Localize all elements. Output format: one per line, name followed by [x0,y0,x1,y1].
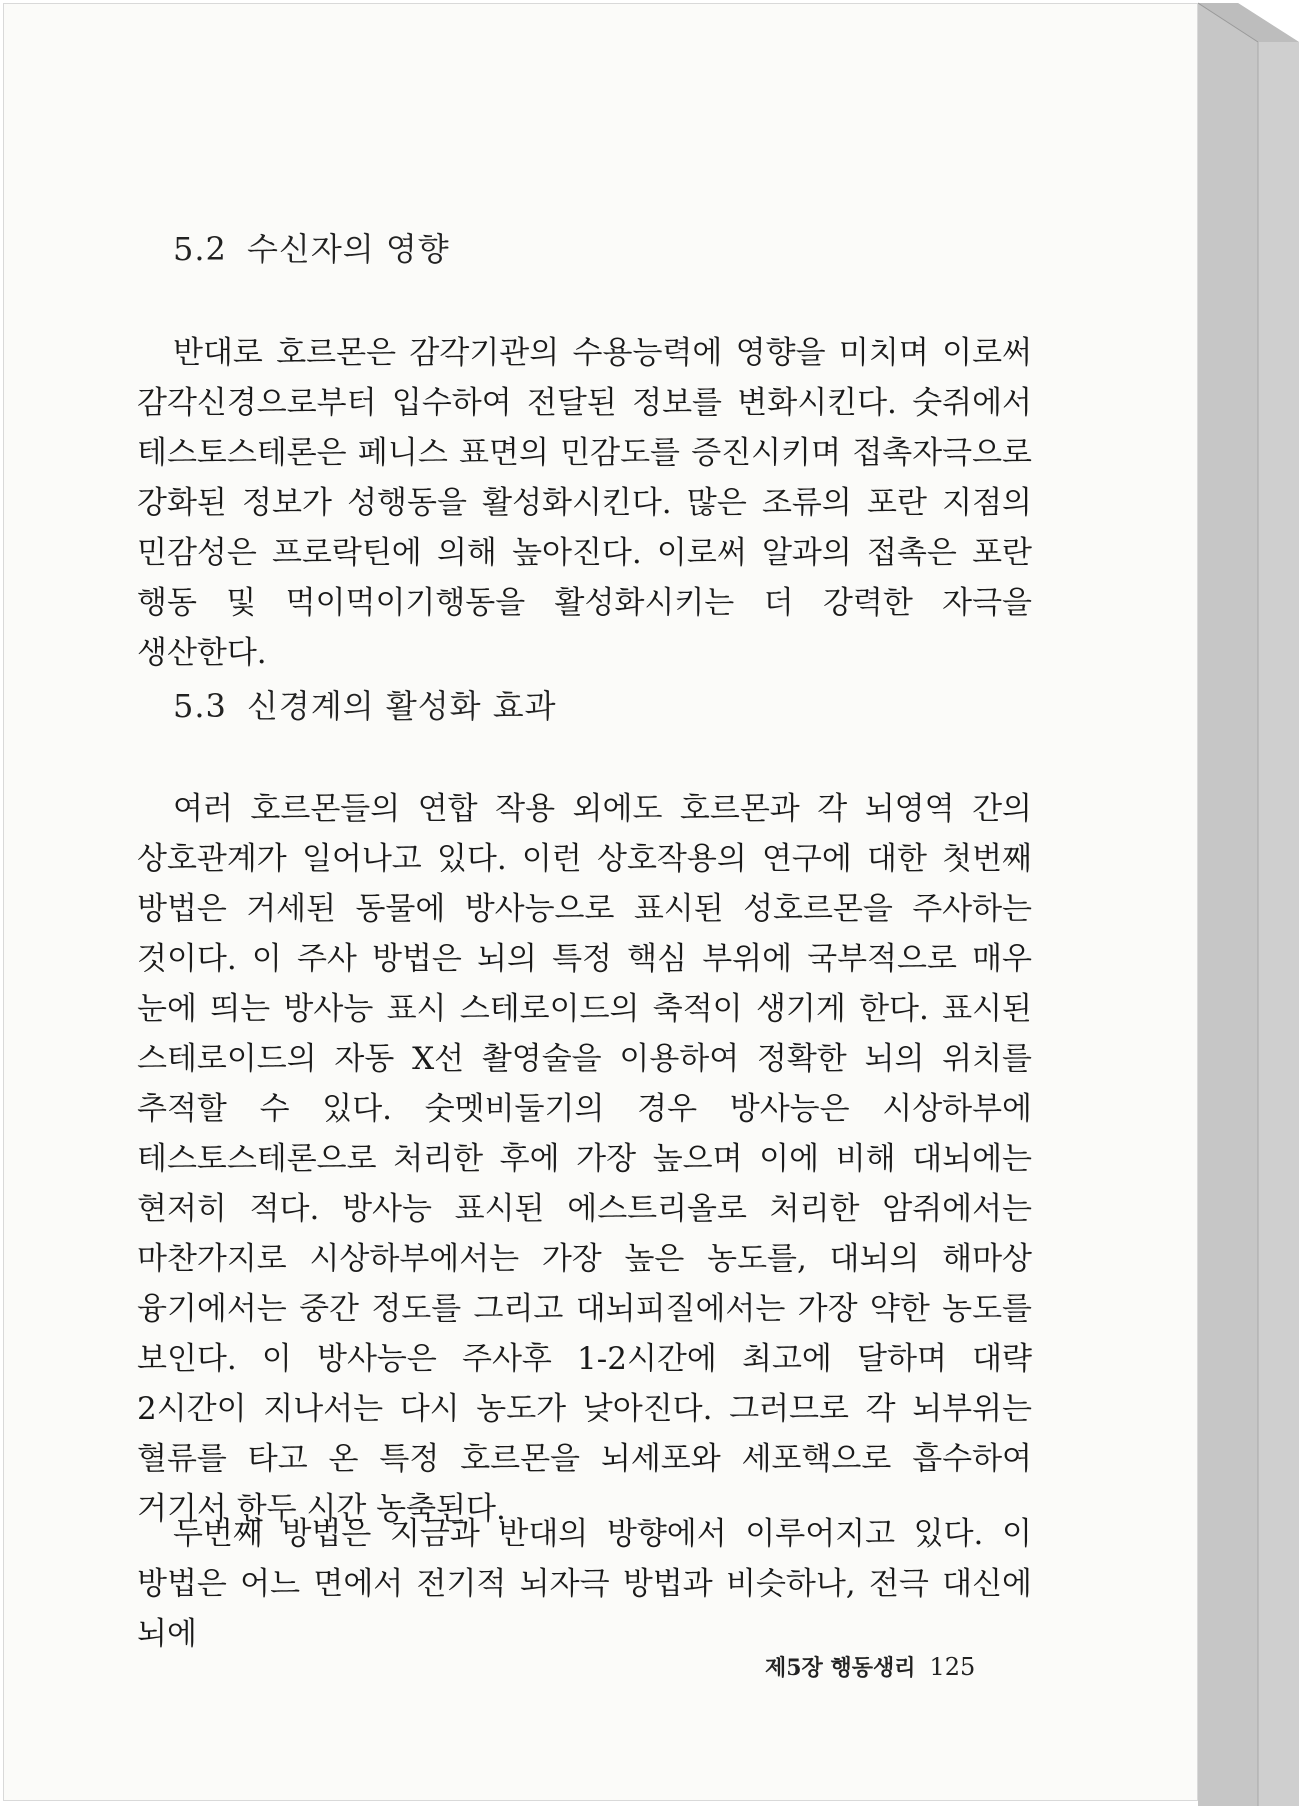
section-heading-5-2 [173,229,450,269]
section-number: 5.2 [173,230,227,268]
paragraph: 두번째 방법은 지금과 반대의 방향에서 이루어지고 있다. 이 방법은 어느 면에서 전기적 뇌자극 방법과 비슷하나, 전극 대신에 뇌에 [137,1516,1032,1652]
running-chapter-title: 제5장 행동생리 [765,1655,916,1681]
section-title: 수신자의 영향 [247,230,450,268]
section-heading-5-3 [173,686,557,726]
page-number: 125 [929,1653,976,1681]
paragraph: 반대로 호르몬은 감각기관의 수용능력에 영향을 미치며 이로써 감각신경으로부터 입수하여 전달된 정보를 변화시킨다. 숫쥐에서 테스토스테론은 페니스 표면의 민감도를 증진시키며 접촉자극으로 강화된 정보가 성행동을 활성화시킨다. 많은 조류의 포란 지점의 민감성은 프로락틴에 의해 높아진다. 이로써 알과의 접촉은 포란 행동 및 먹이먹이기행동을 활성화시키는 더 강력한 자극을 생산한다. [137,335,1032,671]
page-footer [765,1652,975,1683]
book-edge-decoration [1198,0,1299,1806]
paragraph: 여러 호르몬들의 연합 작용 외에도 호르몬과 각 뇌영역 간의 상호관계가 일어나고 있다. 이런 상호작용의 연구에 대한 첫번째 방법은 거세된 동물에 방사능으로 표시된 성호르몬을 주사하는 것이다. 이 주사 방법은 뇌의 특정 핵심 부위에 국부적으로 매우 눈에 띄는 방사능 표시 스테로이드의 축적이 생기게 한다. 표시된 스테로이드의 자동 X선 촬영술을 이용하여 정확한 뇌의 위치를 추적할 수 있다. 숫멧비둘기의 경우 방사능은 시상하부에 테스토스테론으로 처리한 후에 가장 높으며 이에 비해 대뇌에는 현저히 적다. 방사능 표시된 에스트리올로 처리한 암쥐에서는 마찬가지로 시상하부에서는 가장 높은 농도를, 대뇌의 해마상 융기에서는 중간 정도를 그리고 대뇌피질에서는 가장 약한 농도를 보인다. 이 방사능은 주사후 1-2시간에 최고에 달하며 대략 2시간이 지나서는 다시 농도가 낮아진다. 그러므로 각 뇌부위는 혈류를 타고 온 특정 호르몬을 뇌세포와 세포핵으로 흡수하여 거기서 한두 시간 농축된다. [137,791,1032,1527]
section-title: 신경계의 활성화 효과 [247,687,557,725]
section-number: 5.3 [173,687,227,725]
